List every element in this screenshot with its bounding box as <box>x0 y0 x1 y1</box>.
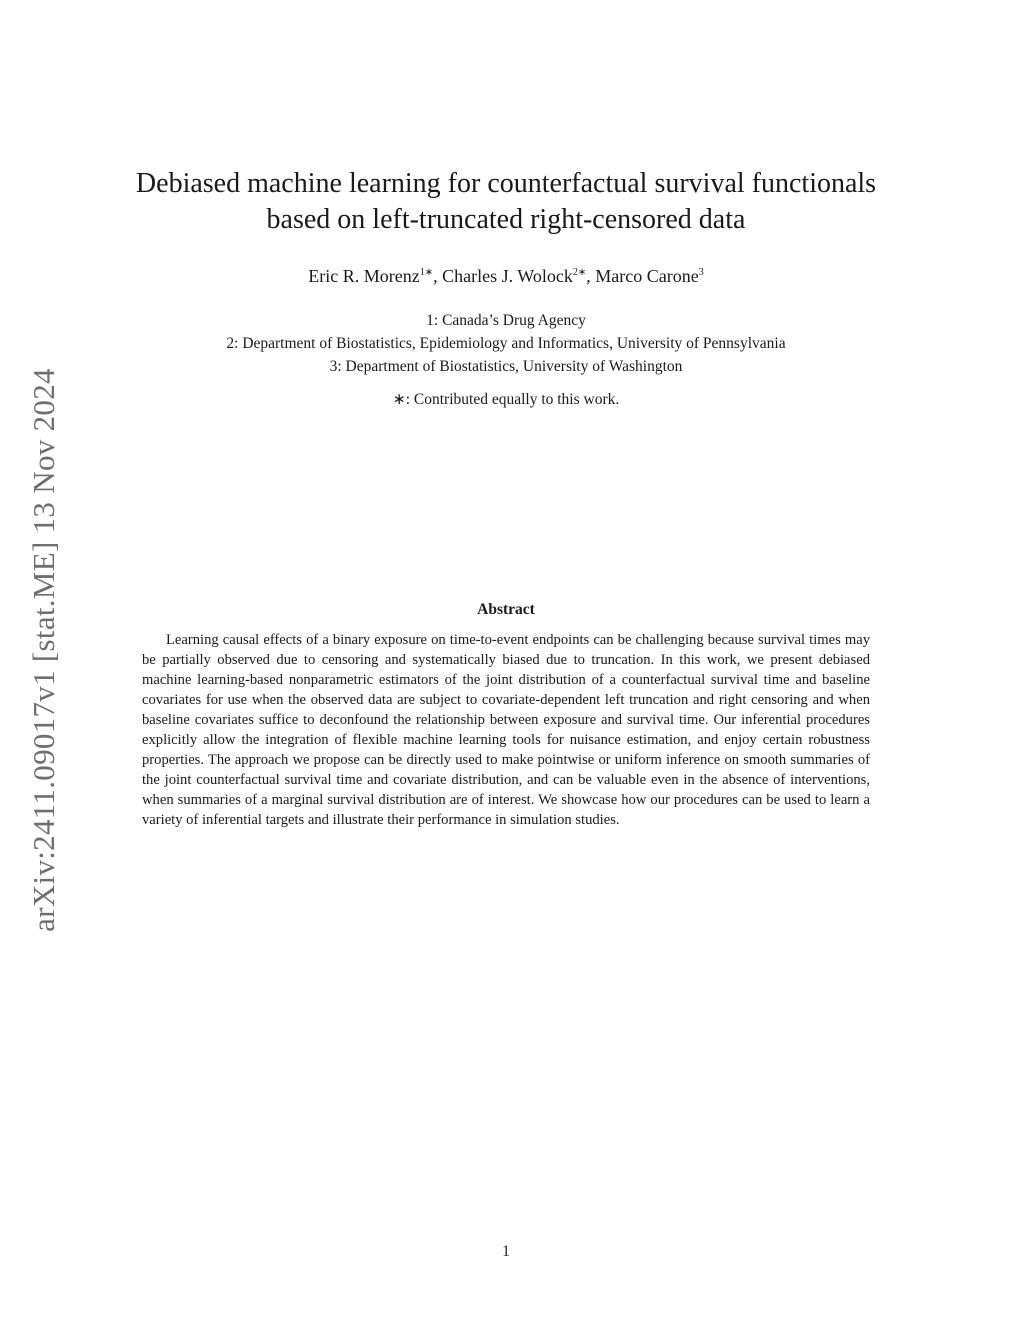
author-affiliation-mark: 1∗ <box>419 267 434 278</box>
author-affiliation-mark: 3 <box>698 267 704 278</box>
author-list: Eric R. Morenz$^{1∗}$, Charles J. Wolock$^{2∗}$, Marco Carone$^3$ <box>308 266 704 286</box>
paper-title-line-2: based on left-truncated right-censored data <box>266 204 746 235</box>
arxiv-identifier-stamp <box>14 340 74 960</box>
affiliation-item: 1: Canada’s Drug Agency <box>426 312 586 329</box>
author-name: Marco Carone <box>595 266 699 286</box>
paper-title-line-1: Debiased machine learning for counterfactual survival functionals <box>135 168 877 199</box>
author-name: Charles J. Wolock <box>442 266 573 286</box>
paper-title <box>100 166 912 238</box>
page-number: 1 <box>502 1243 510 1260</box>
abstract-heading: Abstract <box>477 601 535 618</box>
affiliation-list <box>100 309 912 378</box>
equal-contribution-note: ∗: Contributed equally to this work. <box>392 391 620 408</box>
abstract-text: Learning causal effects of a binary exposure on time-to-event endpoints can be challenging because survival times may be partially observed due to censoring and systematically biased due to truncation. In this work, we present debiased machine learning-based nonparametric estimators of the joint distribution of a counterfactual survival time and baseline covariates for use when the observed data are subject to covariate-dependent left truncation and right censoring and when baseline covariates suffice to deconfound the relationship between exposure and survival time. Our inferential procedures explicitly allow the integration of flexible machine learning tools for nuisance estimation, and enjoy certain robustness properties. The approach we propose can be directly used to make pointwise or uniform inference on smooth summaries of the joint counterfactual survival time and covariate distribution, and can be valuable even in the absence of interventions, when summaries of a marginal survival distribution are of interest. We showcase how our procedures can be used to learn a variety of inferential targets and illustrate their performance in simulation studies. <box>142 632 870 828</box>
affiliation-item: 2: Department of Biostatistics, Epidemiology and Informatics, University of Pennsylvania <box>226 335 786 352</box>
affiliation-item: 3: Department of Biostatistics, University of Washington <box>329 358 683 375</box>
author-affiliation-mark: 2∗ <box>572 267 587 278</box>
author-name: Eric R. Morenz <box>308 266 420 286</box>
arxiv-identifier-text: arXiv:2411.09017v1 [stat.ME] 13 Nov 2024 <box>26 368 62 932</box>
